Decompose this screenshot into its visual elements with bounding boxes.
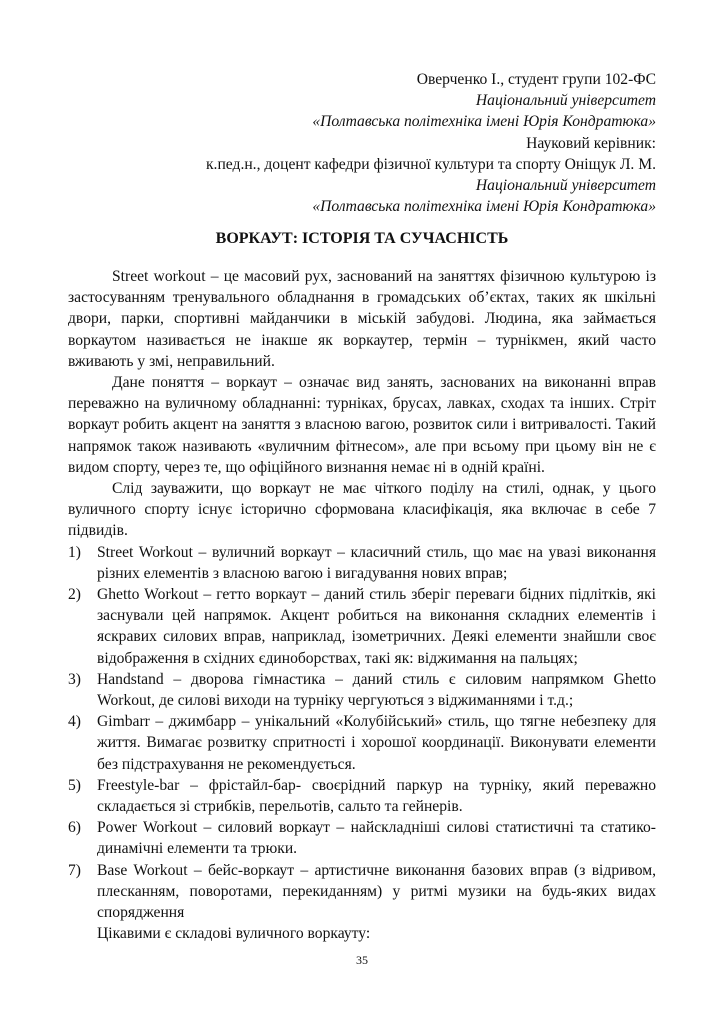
paper-body <box>68 266 656 945</box>
list-number: 6) <box>68 819 81 837</box>
paragraph: Street workout – це масовий рух, заснований на заняттях фізичною культурою із застосуванням тренувального обладнання в громадських об’єктах, таких як шкільні двори, парки, спортивні майданчики в міській забудові. Людина, яка займається воркаутом називається не інакше як воркаутер, термін – турнікмен, який часто вживають у змі, неправильний. <box>68 268 656 370</box>
list-item <box>68 775 656 817</box>
page-number: 35 <box>356 953 368 967</box>
list-text: Handstand – дворова гімнастика – даний стиль є силовим напрямком Ghetto Workout, де силові виходи на турніку чергуються з віджиманнями і т.д.; <box>97 670 656 710</box>
list-item <box>68 542 656 584</box>
list-number: 2) <box>68 586 81 604</box>
university-line-1: Національний університет <box>475 92 656 110</box>
list-item <box>68 584 656 669</box>
author-header <box>56 69 656 217</box>
paragraph: Слід зауважити, що воркаут не має чіткого поділу на стилі, однак, у цього вуличного спорту існує історично сформована класифікація, яка включає в себе 7 підвидів. <box>68 480 656 540</box>
list-number: 1) <box>68 543 81 561</box>
list-text: Street Workout – вуличний воркаут – класичний стиль, що має на увазі виконання різних елементів з власною вагою і вигадування нових вправ; <box>97 543 656 582</box>
list-text: Base Workout – бейс-воркаут – артистичне виконання базових вправ (з відривом, плесканням, поворотами, перекиданням) у ритмі музики на будь-яких видах спорядження <box>97 861 656 922</box>
list-number: 4) <box>68 713 81 731</box>
list-number: 3) <box>68 670 81 688</box>
list-text: Ghetto Workout – гетто воркаут – даний стиль зберіг переваги бідних підлітків, які заснували цей напрямок. Акцент робиться на виконання складних елементів і яскравих силових вправ, наприклад, ізометричних. Деякі елементи знайшли своє відображення в східних єдиноборствах, такі як: віджимання на пальцях; <box>97 586 656 667</box>
author-line: Оверченко І., студент групи 102-ФС <box>416 71 656 88</box>
paragraph: Дане поняття – воркаут – означає вид занять, заснованих на виконанні вправ переважно на вуличному обладнанні: турніках, брусах, лавках, сходах та інших. Стріт воркаут робить акцент на заняття з власною вагою, розвиток сили і витривалості. Такий напрямок також називають «вуличним фітнесом», але при всьому при цьому він не є видом спорту, через те, що офіційного визнання немає ні в одній країні. <box>68 374 656 476</box>
list-text: Freestyle-bar – фрістайл-бар- своєрідний паркур на турніку, який переважно складається зі стрибків, перельотів, сальто та гейнерів. <box>97 776 656 816</box>
styles-list <box>68 542 656 924</box>
list-text: Power Workout – силовий воркаут – найскладніші силові статистичні та статико-динамічні елементи та трюки. <box>97 819 656 858</box>
paper-title: ВОРКАУТ: ІСТОРІЯ ТА СУЧАСНІСТЬ <box>215 230 509 247</box>
supervisor-line: к.пед.н., доцент кафедри фізичної культури та спорту Оніщук Л. М. <box>205 155 656 173</box>
list-item <box>68 711 656 775</box>
supervisor-university-line-1: Національний університет <box>475 177 656 195</box>
list-number: 7) <box>68 861 81 879</box>
university-line-2: «Полтавська політехніка імені Юрія Кондратюка» <box>312 113 656 131</box>
list-item <box>68 817 656 859</box>
list-text: Gimbarr – джимбарр – унікальний «Колубійський» стиль, що тягне небезпеку для життя. Вимагає розвитку спритності і хорошої координації. Виконувати елементи без підстрахування не рекомендується. <box>97 713 656 773</box>
list-item <box>68 669 656 711</box>
supervisor-label: Науковий керівник: <box>526 134 656 152</box>
closing-paragraph: Цікавими є складові вуличного воркауту: <box>97 925 371 943</box>
list-number: 5) <box>68 776 81 794</box>
list-item <box>68 860 656 924</box>
supervisor-university-line-2: «Полтавська політехніка імені Юрія Кондратюка» <box>312 198 656 216</box>
